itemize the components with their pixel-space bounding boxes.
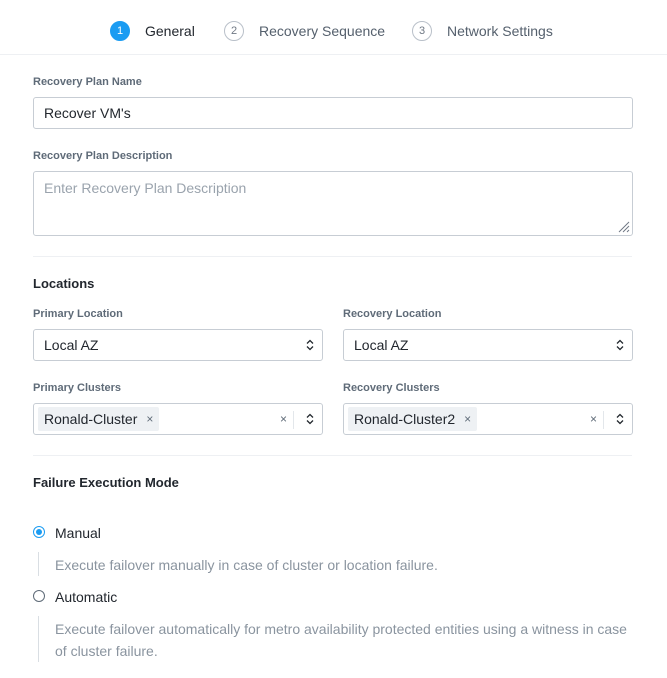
chip-remove-icon[interactable]: ×	[146, 412, 154, 426]
manual-radio[interactable]	[33, 526, 45, 538]
recovery-clusters-label: Recovery Clusters	[343, 382, 440, 394]
step-general[interactable]	[110, 20, 195, 42]
chip-label: Ronald-Cluster	[44, 411, 138, 427]
automatic-description-line1: Execute failover automatically for metro availability protected entities using a witness in case	[55, 621, 627, 637]
description-bar	[38, 616, 39, 662]
automatic-label[interactable]: Automatic	[55, 589, 118, 605]
chip-label: Ronald-Cluster2	[354, 411, 456, 427]
step-number: 3	[412, 21, 432, 41]
recovery-location-select[interactable]	[343, 329, 633, 361]
primary-clusters-multiselect[interactable]	[33, 403, 323, 435]
select-arrows-icon	[616, 339, 624, 351]
plan-description-placeholder: Enter Recovery Plan Description	[44, 180, 247, 196]
locations-title: Locations	[33, 276, 95, 291]
plan-name-label: Recovery Plan Name	[33, 76, 142, 88]
step-label: General	[145, 23, 195, 39]
step-number: 2	[224, 21, 244, 41]
plan-description-label: Recovery Plan Description	[33, 150, 173, 162]
separator	[293, 411, 294, 429]
step-network-settings[interactable]	[412, 20, 553, 42]
recovery-clusters-multiselect[interactable]	[343, 403, 633, 435]
cluster-chip	[38, 407, 159, 431]
clear-selection-icon[interactable]: ×	[279, 412, 287, 426]
primary-location-select[interactable]	[33, 329, 323, 361]
primary-clusters-label: Primary Clusters	[33, 382, 122, 394]
select-arrows-icon[interactable]	[616, 413, 624, 425]
automatic-description-line2: of cluster failure.	[55, 643, 158, 659]
primary-location-label: Primary Location	[33, 308, 123, 320]
step-recovery-sequence[interactable]	[224, 20, 385, 42]
plan-description-textarea[interactable]	[33, 171, 633, 236]
automatic-radio[interactable]	[33, 590, 45, 602]
recovery-location-label: Recovery Location	[343, 308, 442, 320]
failure-mode-title: Failure Execution Mode	[33, 475, 179, 490]
divider	[33, 256, 632, 257]
select-arrows-icon[interactable]	[306, 413, 314, 425]
manual-label[interactable]: Manual	[55, 525, 101, 541]
chip-remove-icon[interactable]: ×	[464, 412, 472, 426]
wizard-stepper	[0, 0, 667, 55]
separator	[603, 411, 604, 429]
description-bar	[38, 552, 39, 576]
step-label: Network Settings	[447, 23, 553, 39]
divider	[33, 455, 632, 456]
primary-location-value: Local AZ	[44, 337, 99, 353]
manual-description: Execute failover manually in case of cluster or location failure.	[55, 557, 438, 573]
select-arrows-icon	[306, 339, 314, 351]
step-number: 1	[110, 21, 130, 41]
step-label: Recovery Sequence	[259, 23, 386, 39]
cluster-chip	[348, 407, 477, 431]
clear-selection-icon[interactable]: ×	[589, 412, 597, 426]
plan-name-value: Recover VM's	[44, 105, 131, 121]
resize-grip-icon[interactable]	[618, 221, 630, 233]
plan-name-input[interactable]	[33, 97, 633, 129]
recovery-location-value: Local AZ	[354, 337, 409, 353]
